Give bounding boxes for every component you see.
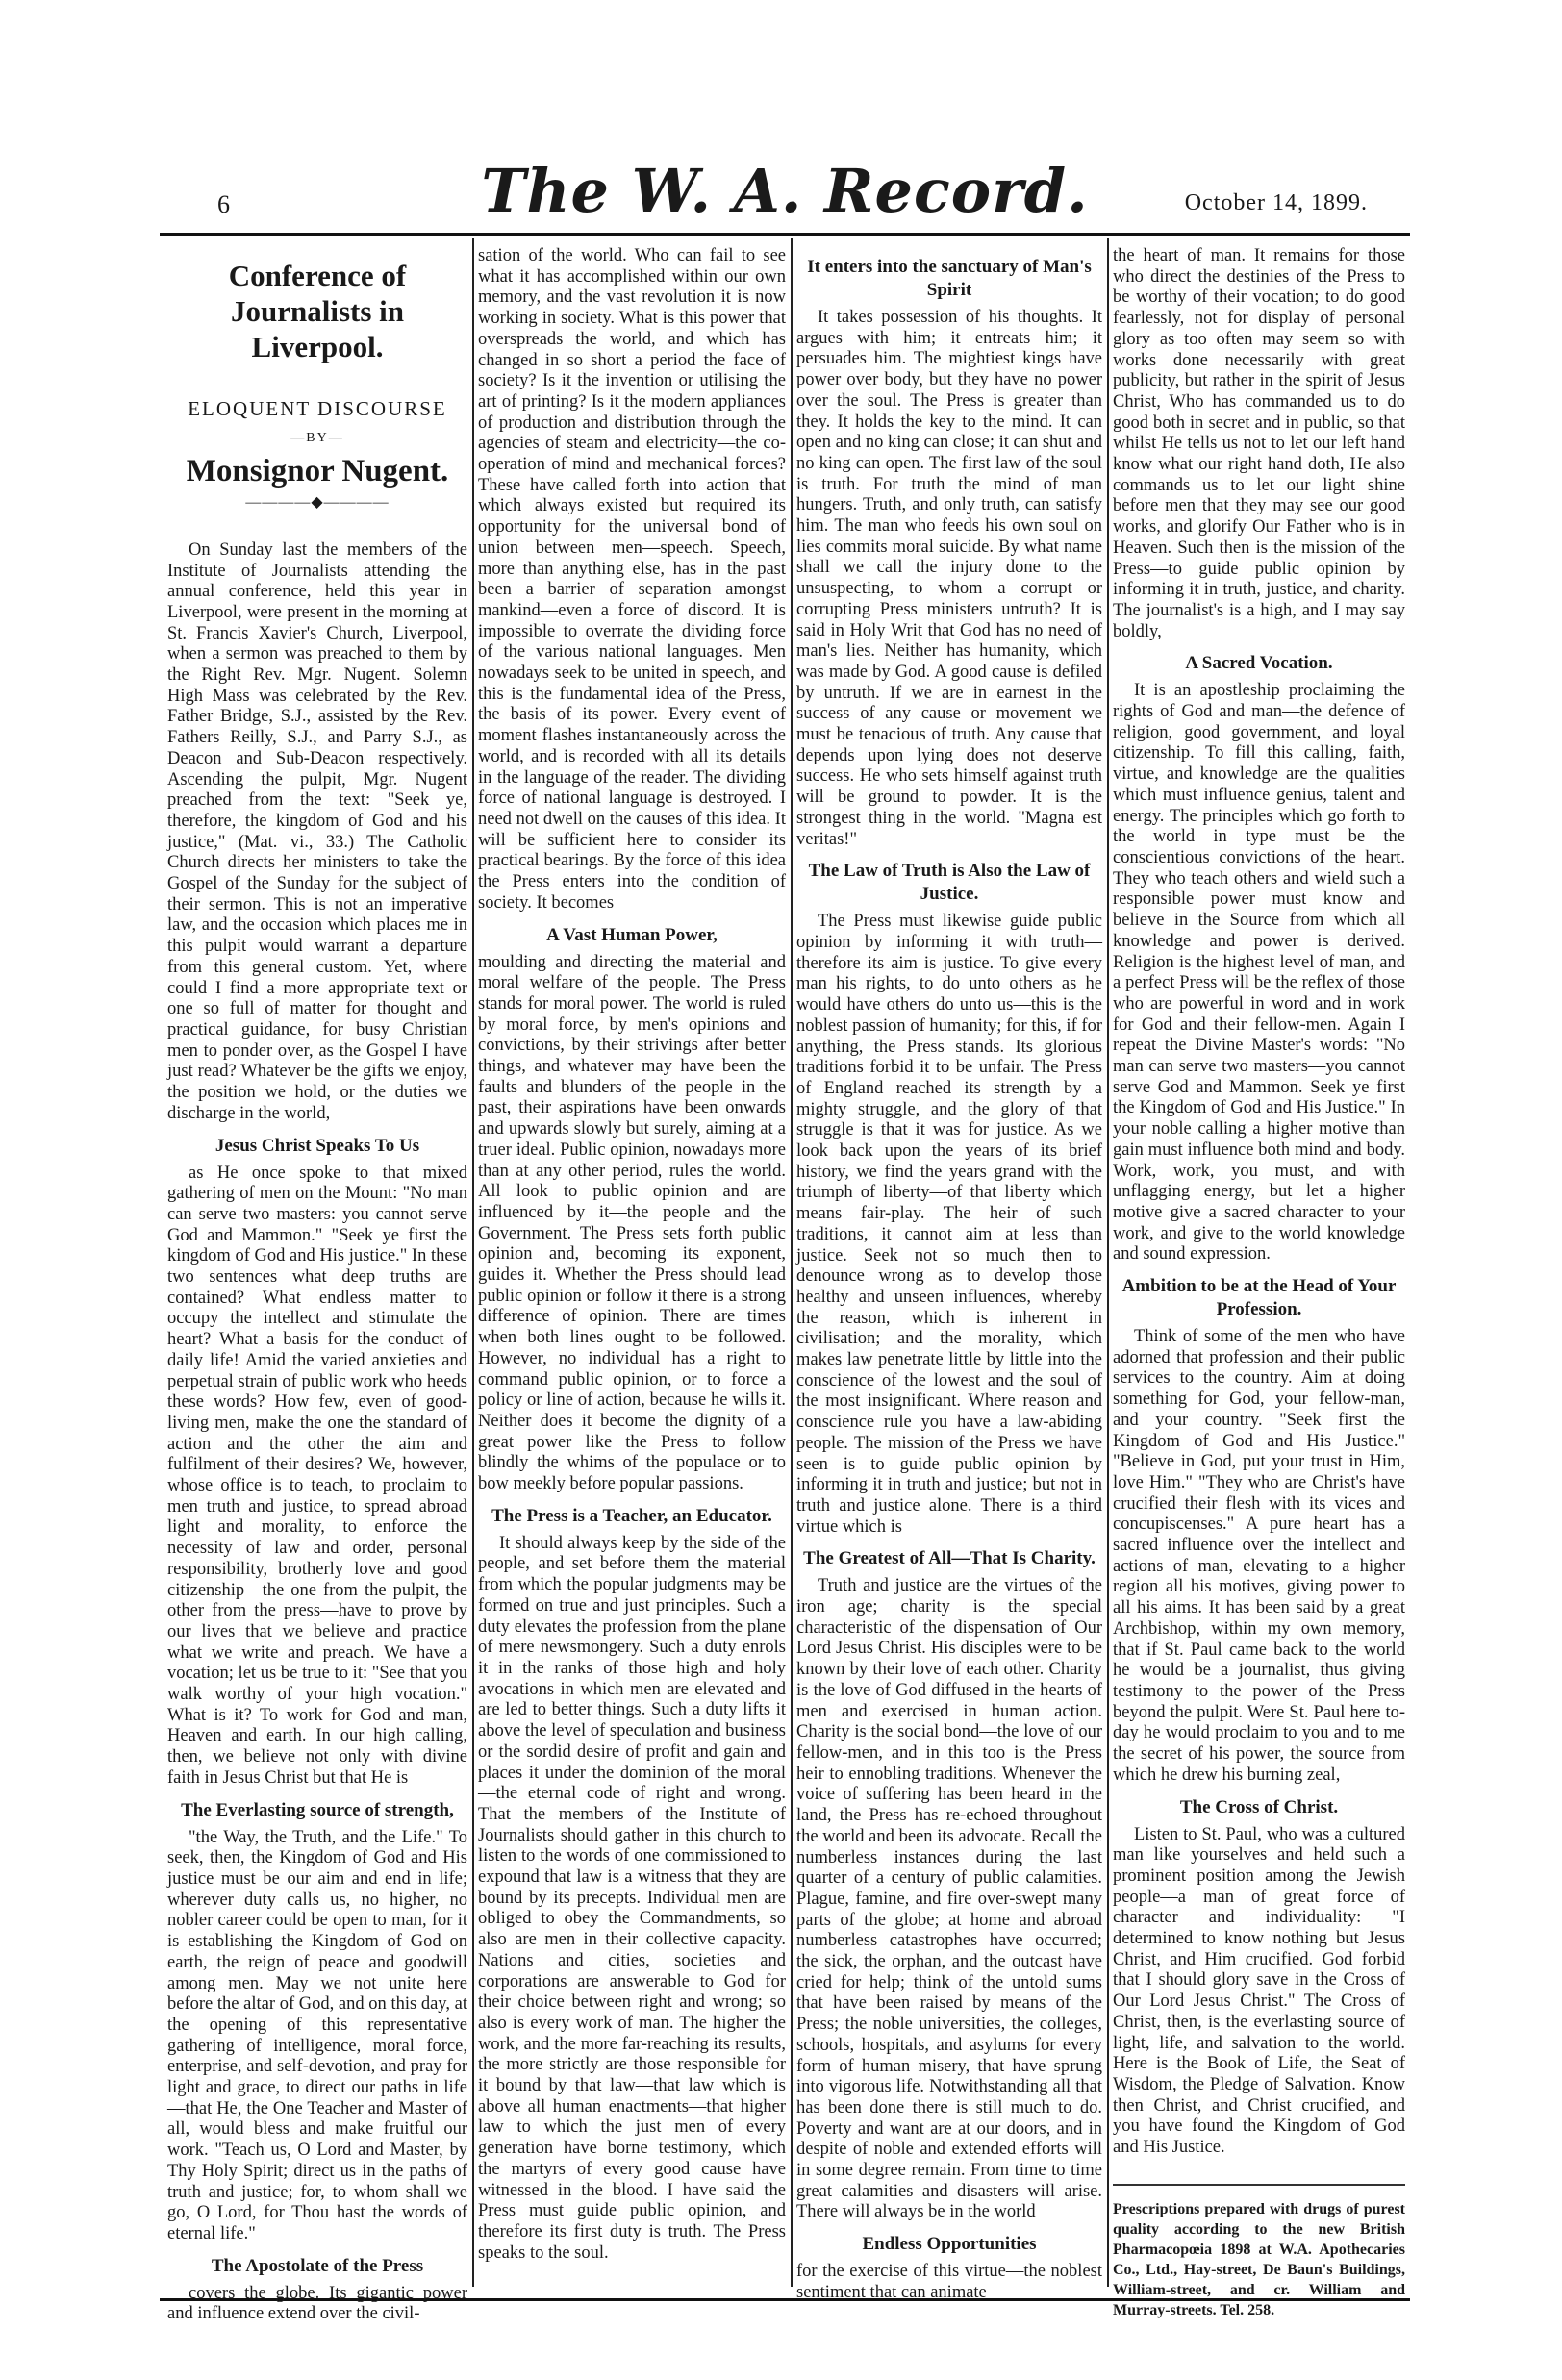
page-number: 6 bbox=[217, 190, 230, 218]
column-4 bbox=[1113, 246, 1405, 2318]
section-heading: The Law of Truth is Also the Law of Justice. bbox=[808, 861, 1091, 905]
paragraph: It should always keep by the side of the people, and set before them the material from which the popular judgments may be formed on true and just principles. Such a duty elevates the profession from the plane of mere newsmongery. Such a duty enrols it in the ranks of those high and holy avocations in which men are elevated and are led to better things. Such a duty lifts it above the level of speculation and business or the sordid desire of profit and gain and places it under the dominion of the moral—the eternal code of right and wrong. That the members of the Institute of Journalists should gather in this church to listen to the words of one commissioned to expound that law is a witness that they are bound by its precepts. Individual men are obliged to obey the Commandments, so also are men in their collective capacity. Nations and cities, societies and corporations are answerable to God for their choice between right and wrong; so also is every work of man. The higher the work, and the more far-reaching its results, the more strictly are those responsible for it bound by that law—that law which is above all human enactments—that higher law to which the just men of every generation have borne testimony, which the martyrs of every good cause have witnessed in the blood. I have said the Press must guide public opinion, and therefore its first duty is truth. The Press speaks to the soul. bbox=[478, 1533, 786, 2263]
article-headline: Conference of Journalists in Liverpool. bbox=[228, 259, 407, 363]
article-subhead: ELOQUENT DISCOURSE bbox=[188, 397, 447, 420]
column-1 bbox=[167, 246, 467, 2324]
paragraph: "the Way, the Truth, and the Life." To seek, then, the Kingdom of God and His justice must be our aim and end in life; wherever duty calls us, no higher, no nobler career could be open to man, for it is establishing the Kingdom of God on earth, the reign of peace and goodwill among men. May we not unite here before the altar of God, and on this day, at the opening of this representative gathering of intelligence, moral force, enterprise, and self-devotion, and pray for light and grace, to direct our paths in life—that He, the One Teacher and Master of all, would bless and make fruitful our work. "Teach us, O Lord and Master, by Thy Holy Spirit; direct us in the paths of truth and justice; for, to whom shall we go, O Lord, for Thou hast the words of eternal life." bbox=[167, 1827, 467, 2243]
paragraph: moulding and directing the material and moral welfare of the people. The Press stands for moral power. The world is ruled by moral force, by men's opinions and convictions, by their strivings after better things, and whatever may have been the faults and blunders of the people in the past, their aspirations have been onwards and upwards slowly but surely, aiming at a truer ideal. Public opinion, nowadays more than at any other period, rules the world. All look to public opinion and are influenced by it—the people and the Government. The Press sets forth public opinion and, becoming its exponent, guides it. Whether the Press should lead public opinion or follow it there is a strong difference of opinion. There are times when both lines ought to be followed. However, no individual has a right to command public opinion, or to force a policy or line of action, because he wills it. Neither does it become the dignity of a great power like the Press to follow blindly the whims of the populace or to bow meekly before popular passions. bbox=[478, 952, 786, 1494]
ornament-divider: ————◆———— bbox=[245, 494, 390, 512]
section-heading: Jesus Christ Speaks To Us bbox=[214, 1135, 420, 1156]
masthead bbox=[160, 144, 1410, 226]
column-rule bbox=[472, 238, 474, 2287]
paragraph: The Press must likewise guide public opinion by informing it with truth—therefore its aim is justice. To give every man his rights, to do unto others as he would have others do unto us—this is the noblest passion of humanity; for this, if for anything, the Press stands. Its glorious traditions forbid it to be unfair. The Press of England reached its strength by a mighty struggle, and the glory of that struggle is that it was for justice. As we look back upon the years of its brief history, we find the years grand with the triumph of liberty—of that liberty which means fair-play. The heir of such traditions, it cannot aim at less than justice. Seek not so much then to denounce wrong as to develop those healthy and unseen influences, whereby the reason, which is inherent in civilisation; and the morality, which makes law penetrate little by little into the conscience of the lowest and the soul of the most insignificant. Where reason and conscience rule you have a law-abiding people. The mission of the Press we have seen is to guide public opinion by informing it in truth and justice; but not in truth and justice alone. There is a third virtue which is bbox=[796, 912, 1102, 1537]
paragraph: as He once spoke to that mixed gathering of men on the Mount: "No man can serve two masters: you cannot serve God and Mammon." "Seek ye first the kingdom of God and His justice." In these two sentences what deep truths are contained? What endless matter to occupy the intellect and stimulate the heart? What a basis for the conduct of daily life! Amid the varied anxieties and perpetual strain of public work who heeds these words? How few, even of good-living men, make the one the standard of action and the other the aim and fulfilment of their desires? We, however, whose office is to teach, to proclaim to men truth and justice, to spread abroad light and morality, to enforce the necessity of law and order, personal responsibility, brotherly love and good citizenship—the one from the pulpit, the other from the press—have to prove by our lives that we believe and practice what we write and preach. We have a vocation; let us be true to it: "See that you walk worthy of your high vocation." What is it? To work for God and man, Heaven and earth. In our high calling, then, we believe not only with divine faith in Jesus Christ but that He is bbox=[167, 1163, 467, 1788]
pharmacy-notice: Prescriptions prepared with drugs of purest quality according to the new British Pharmacopœia 1898 at W.A. Apothecaries Co., Ltd., Hay-street, De Baun's Buildings, William-street, and cr. William and Murray-streets. Tel. 258. bbox=[1113, 2184, 1405, 2320]
section-heading: The Greatest of All—That Is Charity. bbox=[803, 1548, 1096, 1569]
section-heading: A Sacred Vocation. bbox=[1185, 653, 1333, 674]
byline-label: —BY— bbox=[290, 430, 344, 445]
section-heading: The Everlasting source of strength, bbox=[181, 1799, 454, 1820]
column-1-body bbox=[167, 540, 467, 2325]
paragraph: It is an apostleship proclaiming the rights of God and man—the defence of religion, good government, and loyal citizenship. To fill this calling, faith, virtue, and knowledge are the qualities which must influence genius, talent and energy. The principles which go forth to the world in type must be the conscientious convictions of the heart. They who teach others and wield such a responsible power must know and believe in the Source from which all knowledge and power is derived. Religion is the highest level of man, and a perfect Press will be the reflex of those who are powerful in word and in work for God and their fellow-men. Again I repeat the Divine Master's words: "No man can serve two masters—you cannot serve God and Mammon. Seek ye first the Kingdom of God and His Justice." In your noble calling a higher motive than gain must influence both mind and body. Work, work, you must, and with unflagging energy, but let a higher motive give a sacred character to your work, and give to the world knowledge and sound expression. bbox=[1113, 681, 1405, 1265]
column-2 bbox=[478, 246, 786, 2275]
paragraph: covers the globe. Its gigantic power and influence extend over the civil- bbox=[167, 2283, 467, 2324]
masthead-title: The W. A. Record. bbox=[481, 156, 1089, 226]
column-2-body bbox=[478, 246, 786, 2264]
paragraph: sation of the world. Who can fail to see what it has accomplished within our own memory, and the vast revolution it is now working in society. What is this power that overspreads the world, and which has changed in so short a period the face of society? Is it the invention or utilising the art of printing? Is it the modern appliances of production and distribution through the agencies of steam and electricity—the co-operation of mind and mechanical forces? These have called forth into action that which always existed but required its opportunity for the universal bond of union between men—speech. Speech, more than anything else, has in the past been a barrier of separation amongst mankind—even a force of discord. It is impossible to overrate the dividing force of the various national languages. Men nowadays seek to be united in speech, and this is the fundamental idea of the Press, the basis of its power. Every event of moment flashes instantaneously across the world, and is recorded with all its details in the language of the reader. The dividing force of national language is destroyed. I need not dwell on the causes of this idea. It will be sufficient here to consider its practical bearings. By the force of this idea the Press enters into the condition of society. It becomes bbox=[478, 246, 786, 913]
paragraph: On Sunday last the members of the Institute of Journalists attending the annual conference, held this year in Liverpool, were present in the morning at St. Francis Xavier's Church, Liverpool, when a sermon was preached to them by the Right Rev. Mgr. Nugent. Solemn High Mass was celebrated by the Rev. Father Bridge, S.J., assisted by the Rev. Fathers Reilly, S.J., and Parry S.J., as Deacon and Sub-Deacon respectively. Ascending the pulpit, Mgr. Nugent preached from the text: "Seek ye, therefore, the kingdom of God and his justice," (Mat. vi., 33.) The Catholic Church directs her ministers to take the Gospel of the Sunday for the subject of their sermon. This is not an imperative law, and the occasion which places me in this pulpit would warrant a departure from this general custom. Yet, where could I find a more appropriate text or one so full of matter for thought and practical guidance, for busy Christian men to ponder over, as the Gospel I have just read? Whatever be the gifts we enjoy, the position we hold, or the duties we discharge in the world, bbox=[167, 539, 467, 1123]
column-3 bbox=[796, 246, 1103, 2302]
paragraph: Truth and justice are the virtues of the iron age; charity is the special characteristic of the dispensation of Our Lord Jesus Christ. His disciples were to be known by their love of each other. Charity is the love of God diffused in the hearts of men and exercised in human action. Charity is the social bond—the love of our fellow-men, and in this too is the Press heir to ennobling traditions. Whenever the voice of suffering has been heard in the land, the Press has re-echoed throughout the world and been its advocate. Recall the numberless instances during the last quarter of a century of public calamities. Plague, famine, and fire over-swept many parts of the globe; at home and abroad numberless catastrophes have occurred; the sick, the orphan, and the outcast have cried for help; think of the untold sums that have been raised by means of the Press; the noble universities, the colleges, schools, hospitals, and asylums for every form of human misery, that have sprung into vigorous life. Notwithstanding all that has been done there is still much to do. Poverty and want are at our doors, and in despite of noble and extended efforts will in some degree remain. From time to time great calamities and disasters will arise. There will always be in the world bbox=[796, 1576, 1102, 2222]
author-name: Monsignor Nugent. bbox=[186, 454, 449, 489]
section-heading: A Vast Human Power, bbox=[546, 924, 718, 945]
paragraph: Listen to St. Paul, who was a cultured man like yourselves and held such a prominent position among the Jewish people—a man of great force of character and individuality: "I determined to know nothing but Jesus Christ, and Him crucified. God forbid that I should glory save in the Cross of Our Lord Jesus Christ." The Cross of Christ, then, is the everlasting source of light, life, and salvation to the world. Here is the Book of Life, the Seat of Wisdom, the Pledge of Salvation. Know then Christ, and Christ crucified, and you have found the Kingdom of God and His Justice. bbox=[1113, 1824, 1405, 2158]
section-heading: The Press is a Teacher, an Educator. bbox=[491, 1505, 772, 1526]
column-3-body bbox=[796, 256, 1102, 2304]
section-heading: It enters into the sanctuary of Man's Spirit bbox=[807, 257, 1092, 300]
section-heading: Ambition to be at the Head of Your Profession. bbox=[1121, 1276, 1397, 1320]
section-heading: The Cross of Christ. bbox=[1179, 1796, 1339, 1817]
section-heading: The Apostolate of the Press bbox=[211, 2255, 424, 2276]
issue-date: October 14, 1899. bbox=[1184, 190, 1368, 215]
paragraph: for the exercise of this virtue—the noblest sentiment that can animate bbox=[796, 2262, 1102, 2302]
paragraph: It takes possession of his thoughts. It argues with him; it entreats him; it persuades him. The mightiest kings have power over body, but they have no power over the soul. The Press is greater than they. It holds the key to the mind. It can open and no king can close; it can shut and no king can open. The first law of the soul is truth. For truth the mind of man hungers. Truth, and only truth, can satisfy him. The man who feeds his own soul on lies commits moral suicide. By what name shall we call the injury done to the unsuspecting, to whom a corrupt or corrupting Press ministers untruth? It is said in Holy Writ that God has no need of man's lies. Neither has humanity, which was made by God. A good cause is defiled by untruth. If we are in earnest in the success of any cause or movement we must be tenacious of truth. Any cause that depends upon lying does not deserve success. He who sets himself against truth will be ground to powder. It is the strongest thing in the world. "Magna est veritas!" bbox=[796, 308, 1103, 849]
paragraph: Think of some of the men who have adorned that profession and their public services to the country. Aim at doing something for God, your fellow-man, and your country. "Seek first the Kingdom of God and His Justice." "Believe in God, put your trust in Him, love Him." "They who are Christ's have crucified their flesh with its vices and concupiscenses." A pure heart has a sacred influence over the intellect and actions of man, elevating to a higher region all his motives, giving power to all his aims. It has been said by a great Archbishop, within my own memory, that if St. Paul came back to the world he would be a journalist, thus giving testimony to the power of the Press beyond the pulpit. Were St. Paul here to-day he would proclaim to you and to me the secret of his power, the source from which he drew his burning zeal, bbox=[1113, 1327, 1405, 1785]
column-4-body bbox=[1113, 246, 1405, 2159]
column-rule bbox=[1107, 238, 1109, 2287]
paragraph: the heart of man. It remains for those who direct the destinies of the Press to be worthy of their vocation; to do good fearlessly, not for display of personal glory as too often may seem so with works done necessarily with great publicity, but rather in the spirit of Jesus Christ, Who has commanded us to do good both in secret and in public, so that whilst He tells us not to let our left hand know what our right hand doth, He also commands us to let our light shine before men that they may see our good works, and glorify Our Father who is in Heaven. Such then is the mission of the Press—to guide public opinion by informing it in truth, justice, and charity. The journalist's is a high, and I may say boldly, bbox=[1113, 246, 1405, 641]
section-heading: Endless Opportunities bbox=[862, 2234, 1037, 2255]
column-rule bbox=[791, 238, 793, 2287]
